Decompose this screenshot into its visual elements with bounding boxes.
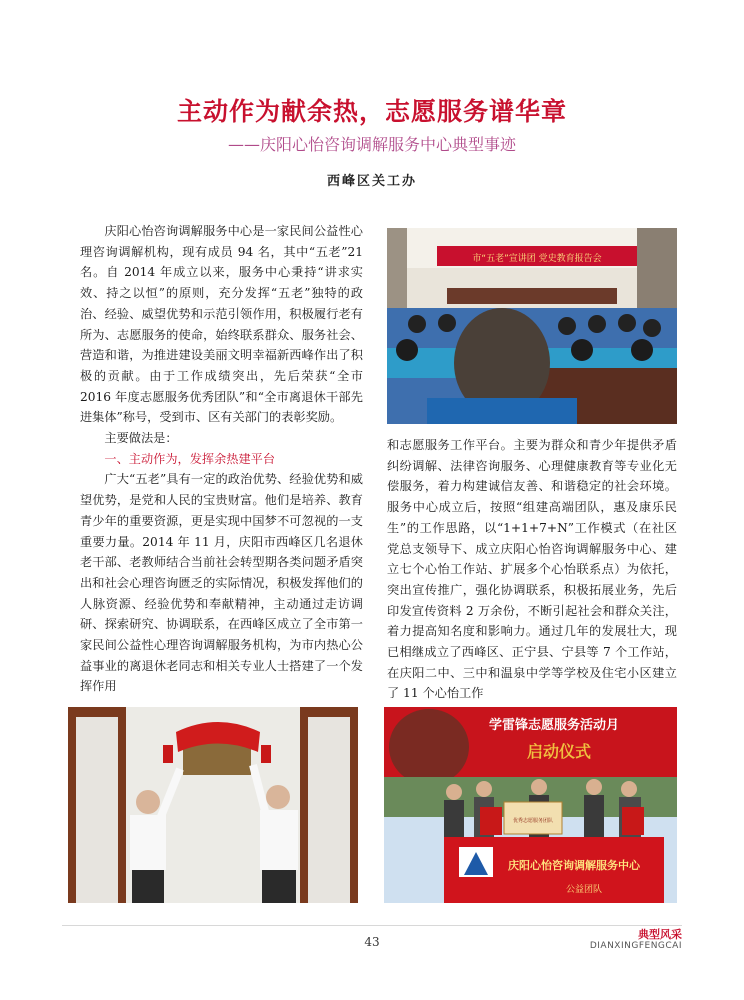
event-flag-text: 庆阳心怡咨询调解服务中心 bbox=[508, 859, 640, 872]
text-column-right bbox=[387, 435, 677, 704]
section-heading: 一、主动作为，发挥余热建平台 bbox=[104, 451, 276, 466]
paragraph: 广大“五老”具有一定的政治优势、经验优势和威望优势，是党和人民的宝贵财富。他们是培养、教育青少年的重要资源，更是实现中国梦不可忽视的一支重要力量。2014 年 11 月，庆阳市西峰区几名退休老干部、老教师结合当前社会转型期各类问题矛盾突出和社会心理咨询匮乏的实际情况，积极发挥他们的人脉资源、经验优势和奉献精神，主动通过走访调研、探索研究、协调联系，在西峰区成立了全市第一家民间公益性心理咨询调解服务机构，为市内热心公益事业的离退休老同志和相关专业人士搭建了一个发挥作用 bbox=[80, 472, 363, 694]
certificate-text: 优秀志愿服务团队 bbox=[512, 818, 554, 824]
section-brand: 典型风采 bbox=[638, 928, 682, 941]
meeting-banner-text: 市“五老”宣讲团 党史教育报告会 bbox=[472, 254, 602, 264]
paragraph: 和志愿服务工作平台。主要为群众和青少年提供矛盾纠纷调解、法律咨询服务、心理健康教育等专业化无偿服务，着力构建诚信友善、和谐稳定的社会环境。服务中心成立后，按照“组建高端团队，惠及康乐民生”的工作思路，以“1+1+7+N”工作模式（在社区党总支领导下、成立庆阳心怡咨询调解服务中心、建立七个心怡工作站、扩展多个心怡联系点）为依托，突出宣传推广，强化协调联系，积极拓展业务，先后印发宣传资料 2 万余份，不断引起社会和群众关注，着力提高知名度和影响力。通过几年的发展壮大，现已相继成立了西峰区、正宁县、宁县等 7 个工作站，在庆阳二中、三中和温泉中学等学校及住宅小区建立了 11 个心怡工作 bbox=[387, 438, 677, 701]
meeting-photo bbox=[387, 228, 677, 424]
article-byline: 西峰区关工办 bbox=[326, 174, 417, 189]
article-subtitle: ——庆阳心怡咨询调解服务中心典型事迹 bbox=[227, 135, 516, 154]
plaque-unveiling-photo bbox=[68, 707, 358, 903]
volunteer-event-photo bbox=[384, 707, 677, 903]
section-brand-pinyin: DIANXINGFENGCAI bbox=[589, 941, 682, 951]
event-banner-text: 学雷锋志愿服务活动月 bbox=[488, 718, 620, 733]
event-banner-text-2: 启动仪式 bbox=[526, 742, 592, 761]
footer-divider bbox=[62, 925, 682, 926]
paragraph: 庆阳心怡咨询调解服务中心是一家民间公益性心理咨询调解机构，现有成员 94 名，其中“五老”21 名。自 2014 年成立以来，服务中心秉持“讲求实效、持之以恒”的原则，充分发挥“五老”独特的政治、经验、威望优势和示范引领作用，积极履行老有所为、志愿服务的使命，始终联系群众、服务社会、营造和谐，为推进建设美丽文明幸福新西峰作出了积极的贡献。由于工作成绩突出，先后荣获“全市 2016 年度志愿服务优秀团队”和“全市离退休干部先进集体”称号，受到市、区有关部门的表彰奖励。 bbox=[80, 224, 363, 425]
page-number: 43 bbox=[364, 935, 380, 949]
event-flag-subtext: 公益团队 bbox=[565, 885, 603, 895]
article-title: 主动作为献余热，志愿服务谱华章 bbox=[176, 97, 567, 126]
paragraph: 主要做法是： bbox=[104, 431, 178, 446]
text-column-left bbox=[80, 221, 363, 697]
